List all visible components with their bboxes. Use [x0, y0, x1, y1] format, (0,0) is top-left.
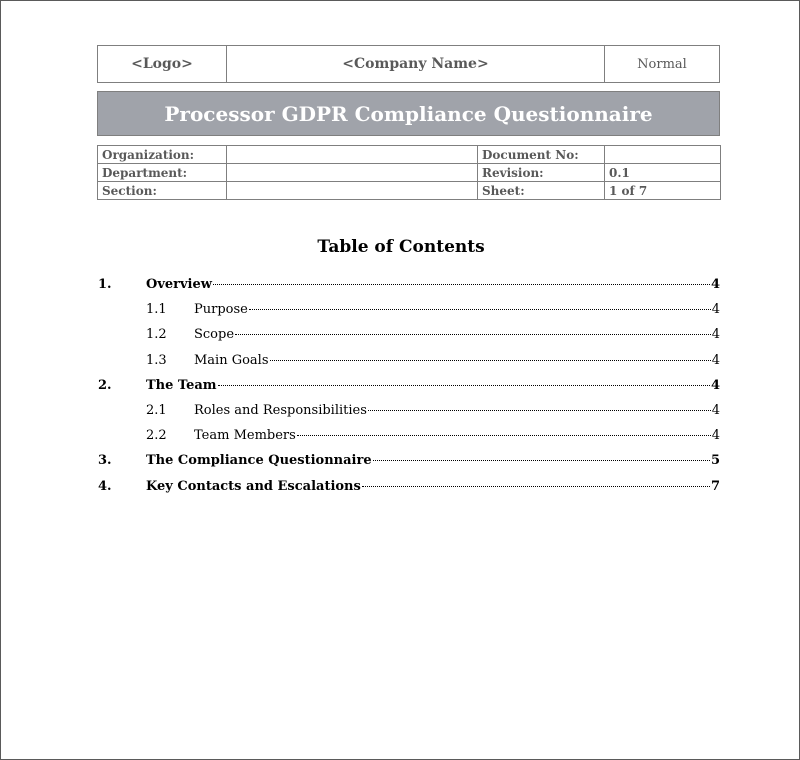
toc-page-number: 4: [711, 403, 720, 418]
toc-leader: [270, 359, 711, 361]
toc-entry-overview[interactable]: [97, 277, 720, 297]
toc-entry-roles[interactable]: [97, 403, 720, 423]
toc-label: Roles and Responsibilities: [194, 403, 367, 418]
toc-entry-key-contacts[interactable]: [97, 479, 720, 499]
department-label: Department:: [98, 164, 227, 182]
section-label: Section:: [98, 182, 227, 200]
toc-heading: Table of Contents: [317, 237, 485, 257]
document-title: Processor GDPR Compliance Questionnaire: [97, 91, 720, 136]
toc-number: 1.3: [146, 353, 167, 368]
logo-placeholder: <Logo>: [98, 46, 227, 82]
toc-leader: [213, 283, 710, 285]
toc-label: The Compliance Questionnaire: [146, 453, 372, 468]
meta-row: [98, 182, 721, 200]
toc-leader: [297, 434, 711, 436]
company-name: <Company Name>: [227, 46, 605, 82]
meta-row: [98, 146, 721, 164]
toc-page-number: 5: [710, 453, 720, 468]
toc-number: 2.1: [146, 403, 167, 418]
toc-entry-the-team[interactable]: [97, 378, 720, 398]
toc-label: Purpose: [194, 302, 248, 317]
toc-page-number: 4: [711, 353, 720, 368]
toc-number: 2.2: [146, 428, 167, 443]
section-value: [227, 182, 478, 200]
document-meta-table: [97, 145, 721, 200]
toc-page-number: 4: [711, 327, 720, 342]
toc-label: Key Contacts and Escalations: [146, 479, 361, 494]
toc-entry-purpose[interactable]: [97, 302, 720, 322]
document-header: [97, 45, 720, 83]
organization-label: Organization:: [98, 146, 227, 164]
toc-number: 1.2: [146, 327, 167, 342]
sheet-value: 1 of 7: [605, 182, 721, 200]
toc-label: Main Goals: [194, 353, 269, 368]
toc-page-number: 4: [710, 378, 720, 393]
department-value: [227, 164, 478, 182]
revision-value: 0.1: [605, 164, 721, 182]
toc-number: 1.1: [146, 302, 167, 317]
toc-entry-team-members[interactable]: [97, 428, 720, 448]
document-no-value: [605, 146, 721, 164]
toc-page-number: 4: [711, 428, 720, 443]
toc-page-number: 4: [710, 277, 720, 292]
sheet-label: Sheet:: [478, 182, 605, 200]
toc-leader: [235, 333, 711, 335]
toc-number: 2.: [98, 378, 112, 393]
toc-entry-main-goals[interactable]: [97, 353, 720, 373]
toc-label: Team Members: [194, 428, 296, 443]
toc-leader: [362, 485, 710, 487]
toc-label: Scope: [194, 327, 235, 342]
document-no-label: Document No:: [478, 146, 605, 164]
toc-leader: [373, 459, 710, 461]
toc-page-number: 4: [711, 302, 720, 317]
toc-entry-compliance-questionnaire[interactable]: [97, 453, 720, 473]
toc-number: 4.: [98, 479, 112, 494]
toc-leader: [249, 308, 711, 310]
meta-row: [98, 164, 721, 182]
toc-leader: [368, 409, 711, 411]
toc-page-number: 7: [710, 479, 720, 494]
toc-number: 1.: [98, 277, 112, 292]
toc-entry-scope[interactable]: [97, 327, 720, 347]
toc-label: The Team: [146, 378, 217, 393]
toc-label: Overview: [146, 277, 212, 292]
toc-number: 3.: [98, 453, 112, 468]
classification-label: Normal: [637, 56, 687, 72]
toc-leader: [218, 384, 710, 386]
organization-value: [227, 146, 478, 164]
revision-label: Revision:: [478, 164, 605, 182]
